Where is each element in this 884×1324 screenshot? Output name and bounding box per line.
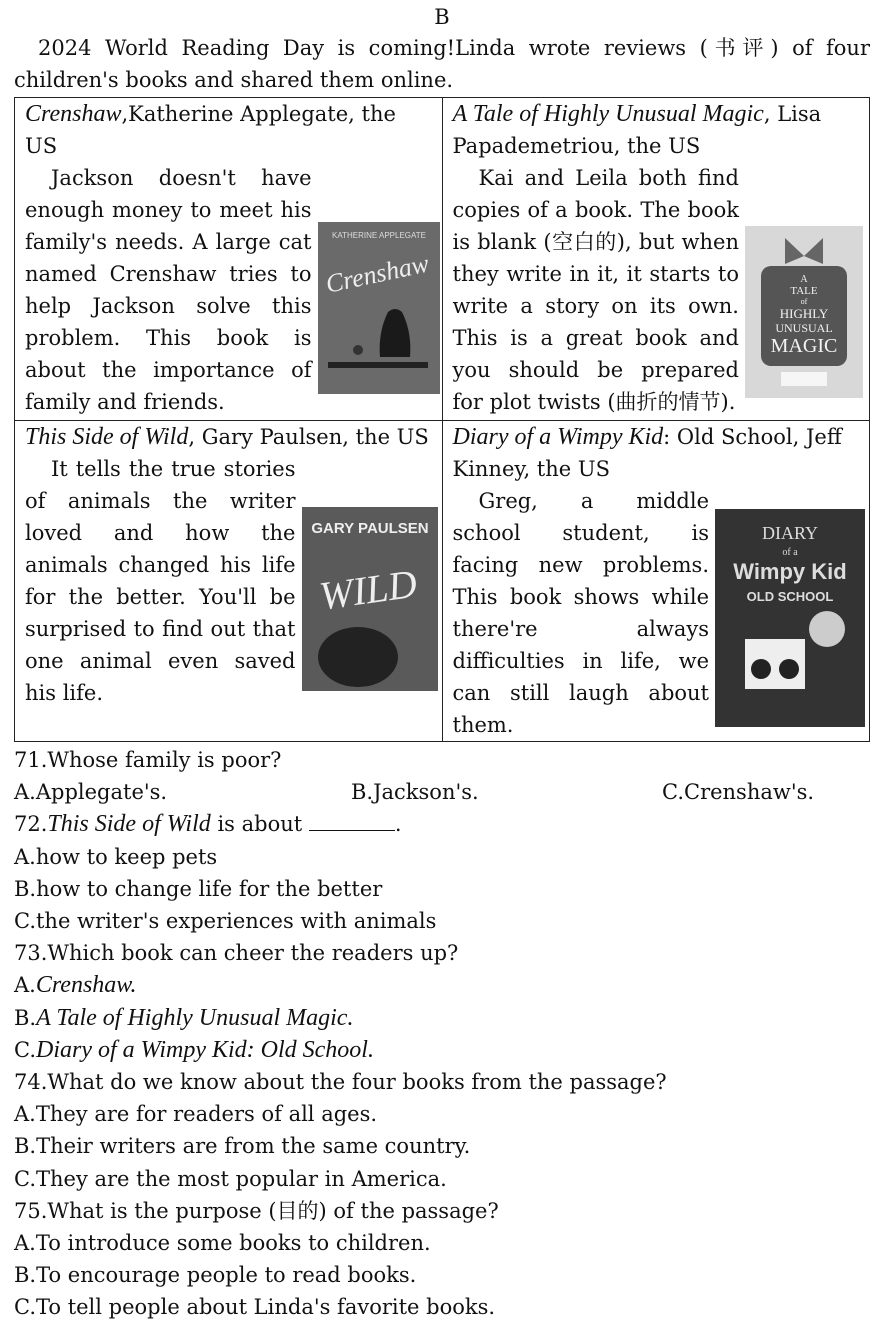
book-title: Crenshaw xyxy=(25,101,122,127)
option-c: C.To tell people about Linda's favorite books. xyxy=(14,1295,496,1320)
book-heading xyxy=(453,98,862,162)
book-cover-image xyxy=(302,507,438,691)
cover-line: HIGHLY xyxy=(779,306,829,321)
book-cell-wimpy xyxy=(442,421,870,742)
question-stem: 71.Whose family is poor? xyxy=(14,748,282,772)
option-c: C.the writer's experiences with animals xyxy=(14,909,437,934)
boy-silhouette xyxy=(353,345,363,355)
cover-author-text: GARY PAULSEN xyxy=(310,520,429,537)
option-b: B.A Tale of Highly Unusual Magic. xyxy=(14,1004,354,1031)
question-stem: 74.What do we know about the four books from the passage? xyxy=(14,1070,667,1095)
option-a: A.Applegate's. xyxy=(14,780,168,805)
option-b: B.how to change life for the better xyxy=(14,876,383,901)
cover-title-text: Crenshaw xyxy=(322,248,431,299)
question-stem: 72.This Side of Wild is about . xyxy=(14,811,402,838)
option-row xyxy=(14,776,874,808)
answer-blank xyxy=(309,810,395,831)
book-review: A TALE of HIGHLY UNUSUAL MAGIC Kai and Leila both find copies of a book. The book is blank (空白的), but when they write in it, it starts to write a story on its own. This is a great book and you should be prepared for plot twists (曲折的情节). xyxy=(453,162,862,418)
book-heading xyxy=(25,421,434,453)
cover-author-text: KATHERINE APPLEGATE xyxy=(331,231,426,240)
book-heading xyxy=(25,98,434,162)
book-cell-crenshaw xyxy=(15,98,443,421)
question-list xyxy=(14,744,874,1324)
intro-paragraph: 2024 World Reading Day is coming!Linda wrote reviews (书评) of four children's books and shared them online. xyxy=(14,36,870,92)
book-title: This Side of Wild xyxy=(25,424,189,450)
book-heading xyxy=(453,421,862,485)
book-cover-image xyxy=(318,222,438,394)
cover-line: of a xyxy=(782,547,798,558)
book-review: KATHERINE APPLEGATE Crenshaw Jackson doesn't have enough money to meet his family's needs. A large cat named Crenshaw tries to help Jackson solve this problem. This book is about the importance of family and friends. xyxy=(25,162,434,418)
cover-line: MAGIC xyxy=(770,335,838,357)
book-author: : Old School, Jeff Kinney, the US xyxy=(452,425,842,481)
cover-line: UNUSUAL xyxy=(775,321,833,335)
book-author: ,Katherine Applegate, the US xyxy=(25,102,396,158)
question-stem: 73.Which book can cheer the readers up? xyxy=(14,941,459,966)
book-review-table xyxy=(14,97,870,742)
book-author: , Gary Paulsen, the US xyxy=(188,425,429,449)
option-a: A.To introduce some books to children. xyxy=(14,1231,431,1256)
option-a: A.Crenshaw. xyxy=(14,972,137,999)
book-title: Diary of a Wimpy Kid xyxy=(452,424,664,450)
beaver-silhouette xyxy=(318,627,398,687)
speaker-icon xyxy=(751,659,771,679)
option-c: C.Crenshaw's. xyxy=(662,780,815,805)
book-review: DIARY of a Wimpy Kid OLD SCHOOL Greg, a middle school student, is facing new problems. This book shows while there're always difficulties in life, we can still laugh about them. xyxy=(453,485,862,741)
cover-title-text: WILD xyxy=(316,560,420,619)
option-b: B.Their writers are from the same country. xyxy=(14,1134,471,1159)
book-cover-image xyxy=(745,226,865,398)
book-title: A Tale of Highly Unusual Magic xyxy=(452,101,764,127)
cover-line: A xyxy=(800,274,808,285)
cover-line: TALE xyxy=(790,285,818,297)
bench xyxy=(328,362,428,368)
option-c: C.They are the most popular in America. xyxy=(14,1166,447,1191)
cover-sticker xyxy=(809,611,845,647)
cover-line: Wimpy Kid xyxy=(733,559,847,584)
book-cover-image xyxy=(715,509,865,727)
cover-bg xyxy=(318,222,440,394)
option-b: B.To encourage people to read books. xyxy=(14,1263,417,1288)
book-review: GARY PAULSEN WILD It tells the true stories of animals the writer loved and how the animals changed his life for the better. You'll be surprised to find out that one animal even saved his life. xyxy=(25,453,434,709)
section-label: B xyxy=(434,5,450,29)
cover-book-icon xyxy=(781,372,827,386)
book-cell-wild xyxy=(15,421,443,742)
option-b: B.Jackson's. xyxy=(351,780,479,805)
cover-line: of xyxy=(800,297,808,306)
option-c: C.Diary of a Wimpy Kid: Old School. xyxy=(14,1036,374,1063)
option-a: A.how to keep pets xyxy=(14,844,218,869)
cover-line: DIARY xyxy=(761,523,819,543)
cover-line: OLD SCHOOL xyxy=(746,589,834,604)
book-cell-tale xyxy=(442,98,870,421)
option-a: A.They are for readers of all ages. xyxy=(14,1102,378,1127)
book-author: , Lisa Papademetriou, the US xyxy=(452,102,822,158)
speaker-icon xyxy=(779,659,799,679)
question-stem: 75.What is the purpose (目的) of the passage? xyxy=(14,1198,499,1223)
